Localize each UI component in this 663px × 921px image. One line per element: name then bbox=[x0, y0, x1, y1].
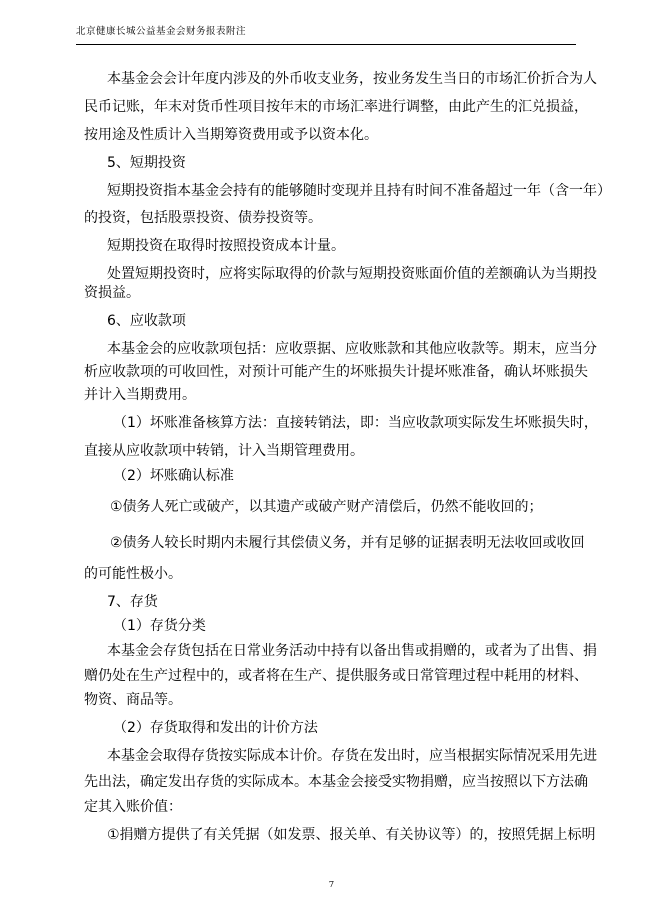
text-line: 并计入当期费用。 bbox=[84, 387, 196, 403]
text-line: ①捐赠方提供了有关凭据（如发票、报关单、有关协议等）的，按照凭据上标明 bbox=[107, 827, 596, 843]
text-line: 本基金会会计年度内涉及的外币收支业务，按业务发生当日的市场汇价折合为人 bbox=[107, 71, 597, 87]
text-line: 物资、商品等。 bbox=[84, 692, 182, 708]
text-line: 定其入账价值： bbox=[84, 799, 182, 815]
text-line: 析应收款项的可收回性，对预计可能产生的坏账损失计提坏账准备，确认坏账损失 bbox=[84, 364, 588, 380]
text-line: （2）存货取得和发出的计价方法 bbox=[113, 720, 318, 736]
text-line: 直接从应收款项中转销，计入当期管理费用。 bbox=[84, 443, 364, 459]
text-line: 本基金会的应收款项包括：应收票据、应收账款和其他应收款等。期末，应当分 bbox=[107, 341, 597, 357]
text-line: 资损益。 bbox=[84, 285, 140, 301]
section-heading: 6、应收款项 bbox=[107, 313, 186, 329]
section-heading: 7、存货 bbox=[107, 594, 158, 610]
text-line: ①债务人死亡或破产，以其遗产或破产财产清偿后，仍然不能收回的； bbox=[110, 499, 543, 515]
text-line: 的可能性极小。 bbox=[84, 566, 182, 582]
text-line: 的投资，包括股票投资、债券投资等。 bbox=[84, 210, 322, 226]
text-line: （1）坏账准备核算方法：直接转销法，即：当应收款项实际发生坏账损失时， bbox=[113, 415, 598, 431]
section-heading: 5、短期投资 bbox=[107, 155, 186, 171]
text-line: ②债务人较长时期内未履行其偿债义务，并有足够的证据表明无法收回或收回 bbox=[110, 535, 585, 551]
text-line: （1）存货分类 bbox=[113, 618, 206, 634]
page-header: 北京健康长城公益基金会财务报表附注 bbox=[76, 26, 247, 37]
text-line: 民币记账，年末对货币性项目按年末的市场汇率进行调整，由此产生的汇兑损益， bbox=[84, 99, 588, 115]
page-number: 7 bbox=[328, 880, 335, 890]
text-line: 本基金会取得存货按实际成本计价。存货在发出时，应当根据实际情况采用先进 bbox=[107, 748, 597, 764]
text-line: 处置短期投资时，应将实际取得的价款与短期投资账面价值的差额确认为当期投 bbox=[107, 266, 597, 282]
text-line: 本基金会存货包括在日常业务活动中持有以备出售或捐赠的，或者为了出售、捐 bbox=[107, 643, 597, 659]
text-line: 短期投资指本基金会持有的能够随时变现并且持有时间不准备超过一年（含一年） bbox=[107, 183, 611, 199]
text-line: 按用途及性质计入当期筹资费用或予以资本化。 bbox=[84, 127, 378, 143]
text-line: （2）坏账确认标准 bbox=[113, 468, 234, 484]
text-line: 短期投资在取得时按照投资成本计量。 bbox=[107, 238, 345, 254]
text-line: 先出法，确定发出存货的实际成本。本基金会接受实物捐赠，应当按照以下方法确 bbox=[84, 774, 588, 790]
text-line: 赠仍处在生产过程中的，或者将在生产、提供服务或日常管理过程中耗用的材料、 bbox=[84, 668, 588, 684]
